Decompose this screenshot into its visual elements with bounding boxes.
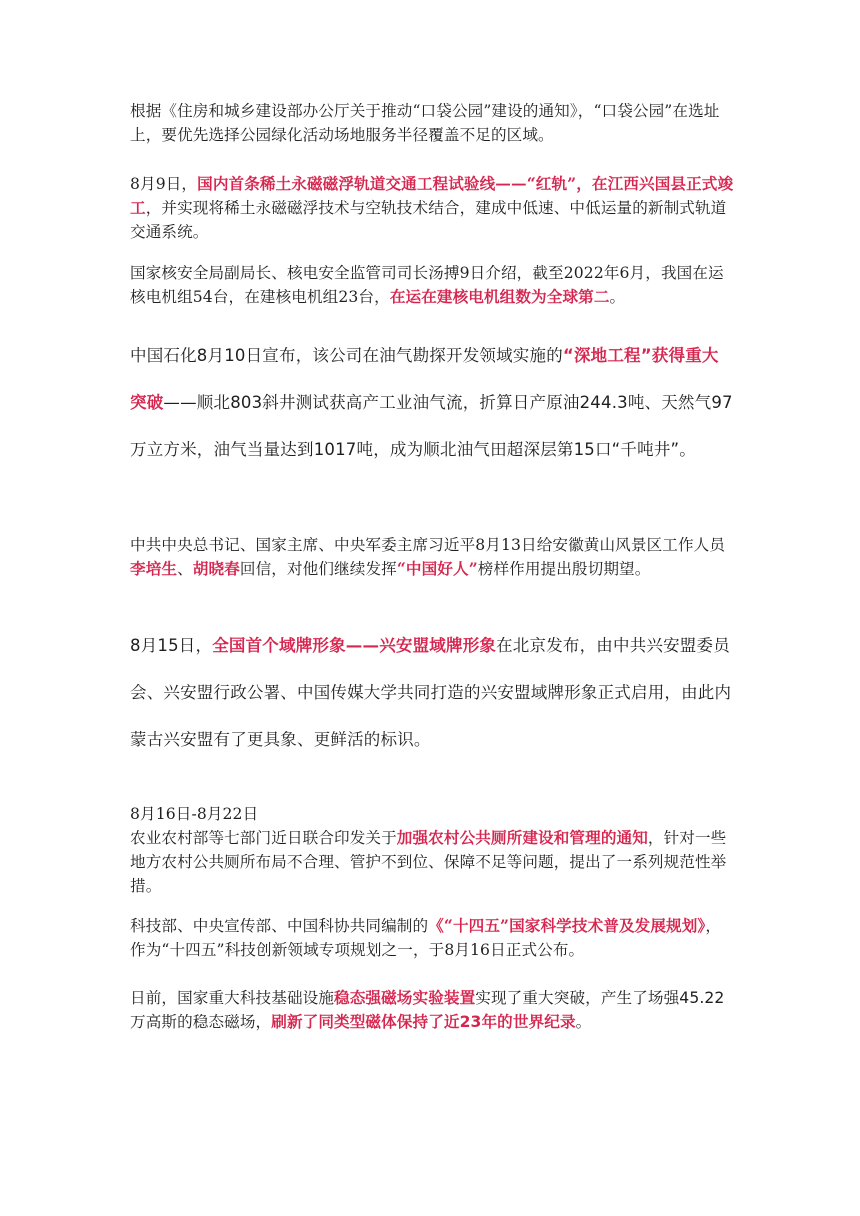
paragraph-rural-toilets: [130, 802, 734, 898]
highlight-text: 在运在建核电机组数为全球第二: [389, 287, 610, 306]
highlight-text: 国内首条稀土永磁磁浮轨道交通工程试验线——“红轨”，在江西兴国县正式竣工: [130, 174, 734, 217]
paragraph-text: 中共中央总书记、国家主席、中央军委主席习近平8月13日给安徽黄山风景区工作人员: [130, 536, 726, 554]
paragraph-text: 中国石化8月10日宣布，该公司在油气勘探开发领域实施的: [130, 346, 563, 365]
highlight-text: 全国首个域牌形象——兴安盟域牌形象: [212, 636, 497, 655]
paragraph-text: 8月15日，: [130, 636, 213, 655]
paragraph-text: 、: [177, 560, 193, 578]
paragraph-text: 根据《住房和城乡建设部办公厅关于推动“口袋公园”建设的通知》，“口袋公园”在选址上，要优先选择公园绿化活动场地服务半径覆盖不足的区域。: [130, 102, 720, 144]
paragraph-text: ，并实现将稀土永磁磁浮技术与空轨技术结合，建成中低速、中低运量的新制式轨道交通系统。: [130, 199, 727, 241]
paragraph-nuclear-power: [130, 261, 734, 309]
paragraph-text: 在北京发布，由中共兴安盟委员会、兴安盟行政公署、中国传媒大学共同打造的兴安盟域牌形象正式启用，由此内蒙古兴安盟有了更具象、更鲜活的标识。: [130, 636, 732, 749]
paragraph-text: 实现了重大突破，产生了场强45.22万高斯的稳态磁场，: [130, 989, 725, 1031]
paragraph-text: 科技部、中央宣传部、中国科协共同编制的: [130, 917, 429, 935]
paragraph-text: 日前，国家重大科技基础设施: [130, 989, 335, 1007]
paragraph-deep-earth-project: [130, 332, 734, 473]
date-range-heading: 8月16日-8月22日: [130, 805, 259, 823]
highlight-text: 胡晓春: [192, 559, 240, 578]
paragraph-text: 8月9日，: [130, 175, 198, 193]
paragraph-xinganmeng-brand: [130, 622, 734, 763]
paragraph-huangshan-letter: [130, 533, 734, 581]
highlight-text: 李培生: [130, 559, 178, 578]
paragraph-text: 农业农村部等七部门近日联合印发关于: [130, 829, 397, 847]
paragraph-text: 榜样作用提出殷切期望。: [477, 560, 651, 578]
paragraph-text: 回信，对他们继续发挥: [239, 560, 397, 578]
highlight-text: 刷新了同类型磁体保持了近23年的世界纪录: [271, 1013, 576, 1031]
paragraph-text: 。: [575, 1013, 592, 1031]
paragraph-text: ——顺北803斜井测试获高产工业油气流，折算日产原油244.3吨、天然气97万立方米，油气当量达到1017吨，成为顺北油气田超深层第15口“千吨井”。: [130, 393, 733, 459]
highlight-text: 《“十四五”国家科学技术普及发展规划》: [428, 916, 706, 935]
paragraph-text: 国家核安全局副局长、核电安全监管司司长汤搏9日介绍，截至2022年6月，我国在运核电机组54台，在建核电机组23台，: [130, 264, 724, 306]
highlight-text: 加强农村公共厕所建设和管理的通知: [396, 828, 648, 847]
paragraph-text: ，作为“十四五”科技创新领域专项规划之一，于8月16日正式公布。: [130, 917, 722, 959]
highlight-text: “中国好人”: [396, 559, 478, 578]
paragraph-steady-magnetic-field: [130, 986, 734, 1034]
paragraph-text: 。: [609, 288, 626, 306]
highlight-text: “深地工程”获得重大突破: [130, 346, 719, 412]
highlight-text: 稳态强磁场实验装置: [334, 989, 476, 1007]
paragraph-text: ，针对一些地方农村公共厕所布局不合理、管护不到位、保障不足等问题，提出了一系列规范性举措。: [130, 829, 727, 895]
paragraph-science-popularization-plan: [130, 914, 734, 962]
paragraph-pocket-park: [130, 99, 734, 147]
paragraph-maglev-line: [130, 172, 734, 244]
